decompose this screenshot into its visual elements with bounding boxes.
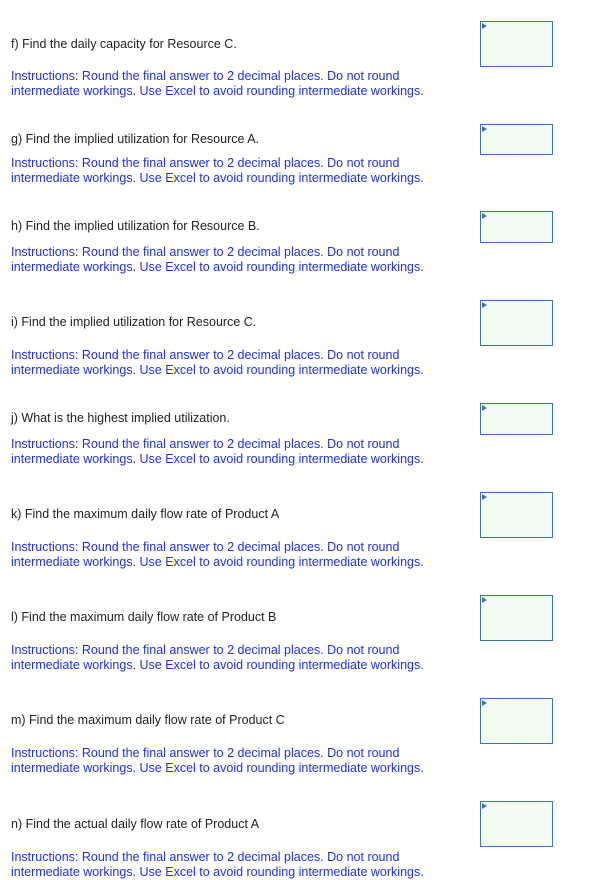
question-label: n) Find the actual daily flow rate of Product A bbox=[11, 817, 260, 831]
question-label: m) Find the maximum daily flow rate of Product C bbox=[11, 713, 285, 727]
instructions-line-1: Instructions: Round the final answer to 2 decimal places. Do not round bbox=[11, 69, 400, 83]
question-label: h) Find the implied utilization for Resource B. bbox=[11, 219, 260, 233]
answer-input[interactable] bbox=[480, 595, 553, 641]
instructions-line-1: Instructions: Round the final answer to 2 decimal places. Do not round bbox=[11, 348, 400, 362]
instructions-line-2: intermediate workings. Use Excel to avoid rounding intermediate workings. bbox=[11, 171, 424, 185]
instructions-line-2: intermediate workings. Use Excel to avoid rounding intermediate workings. bbox=[11, 658, 424, 672]
answer-input[interactable] bbox=[480, 211, 553, 243]
answer-input[interactable] bbox=[480, 124, 553, 155]
input-marker-icon bbox=[482, 213, 487, 219]
instructions-text bbox=[11, 540, 424, 570]
instructions-text bbox=[11, 746, 424, 776]
answer-input[interactable] bbox=[480, 801, 553, 847]
instructions-text bbox=[11, 850, 424, 880]
instructions-line-2: intermediate workings. Use Excel to avoid rounding intermediate workings. bbox=[11, 865, 424, 879]
question-label: i) Find the implied utilization for Resource C. bbox=[11, 315, 257, 329]
question-label: j) What is the highest implied utilization. bbox=[11, 411, 230, 425]
instructions-line-2: intermediate workings. Use Excel to avoid rounding intermediate workings. bbox=[11, 555, 424, 569]
answer-input[interactable] bbox=[480, 21, 553, 67]
instructions-line-2: intermediate workings. Use Excel to avoid rounding intermediate workings. bbox=[11, 452, 424, 466]
instructions-text bbox=[11, 245, 424, 275]
instructions-line-1: Instructions: Round the final answer to 2 decimal places. Do not round bbox=[11, 437, 400, 451]
instructions-line-1: Instructions: Round the final answer to 2 decimal places. Do not round bbox=[11, 540, 400, 554]
input-marker-icon bbox=[482, 700, 487, 706]
instructions-text bbox=[11, 348, 424, 378]
instructions-text bbox=[11, 69, 424, 99]
instructions-line-1: Instructions: Round the final answer to 2 decimal places. Do not round bbox=[11, 850, 400, 864]
instructions-line-1: Instructions: Round the final answer to 2 decimal places. Do not round bbox=[11, 746, 400, 760]
answer-input[interactable] bbox=[480, 698, 553, 744]
question-label: f) Find the daily capacity for Resource C. bbox=[11, 37, 237, 51]
instructions-text bbox=[11, 643, 424, 673]
instructions-line-2: intermediate workings. Use Excel to avoid rounding intermediate workings. bbox=[11, 84, 424, 98]
answer-input[interactable] bbox=[480, 492, 553, 538]
question-label: g) Find the implied utilization for Resource A. bbox=[11, 132, 260, 146]
question-label: l) Find the maximum daily flow rate of Product B bbox=[11, 610, 277, 624]
instructions-line-2: intermediate workings. Use Excel to avoid rounding intermediate workings. bbox=[11, 260, 424, 274]
input-marker-icon bbox=[482, 126, 487, 132]
question-label: k) Find the maximum daily flow rate of Product A bbox=[11, 507, 280, 521]
instructions-line-1: Instructions: Round the final answer to 2 decimal places. Do not round bbox=[11, 643, 400, 657]
instructions-line-2: intermediate workings. Use Excel to avoid rounding intermediate workings. bbox=[11, 761, 424, 775]
answer-input[interactable] bbox=[480, 300, 553, 346]
input-marker-icon bbox=[482, 405, 487, 411]
input-marker-icon bbox=[482, 597, 487, 603]
input-marker-icon bbox=[482, 494, 487, 500]
instructions-text bbox=[11, 156, 424, 186]
input-marker-icon bbox=[482, 23, 487, 29]
instructions-line-1: Instructions: Round the final answer to 2 decimal places. Do not round bbox=[11, 245, 400, 259]
instructions-line-1: Instructions: Round the final answer to 2 decimal places. Do not round bbox=[11, 156, 400, 170]
input-marker-icon bbox=[482, 803, 487, 809]
input-marker-icon bbox=[482, 302, 487, 308]
instructions-line-2: intermediate workings. Use Excel to avoid rounding intermediate workings. bbox=[11, 363, 424, 377]
answer-input[interactable] bbox=[480, 403, 553, 435]
instructions-text bbox=[11, 437, 424, 467]
